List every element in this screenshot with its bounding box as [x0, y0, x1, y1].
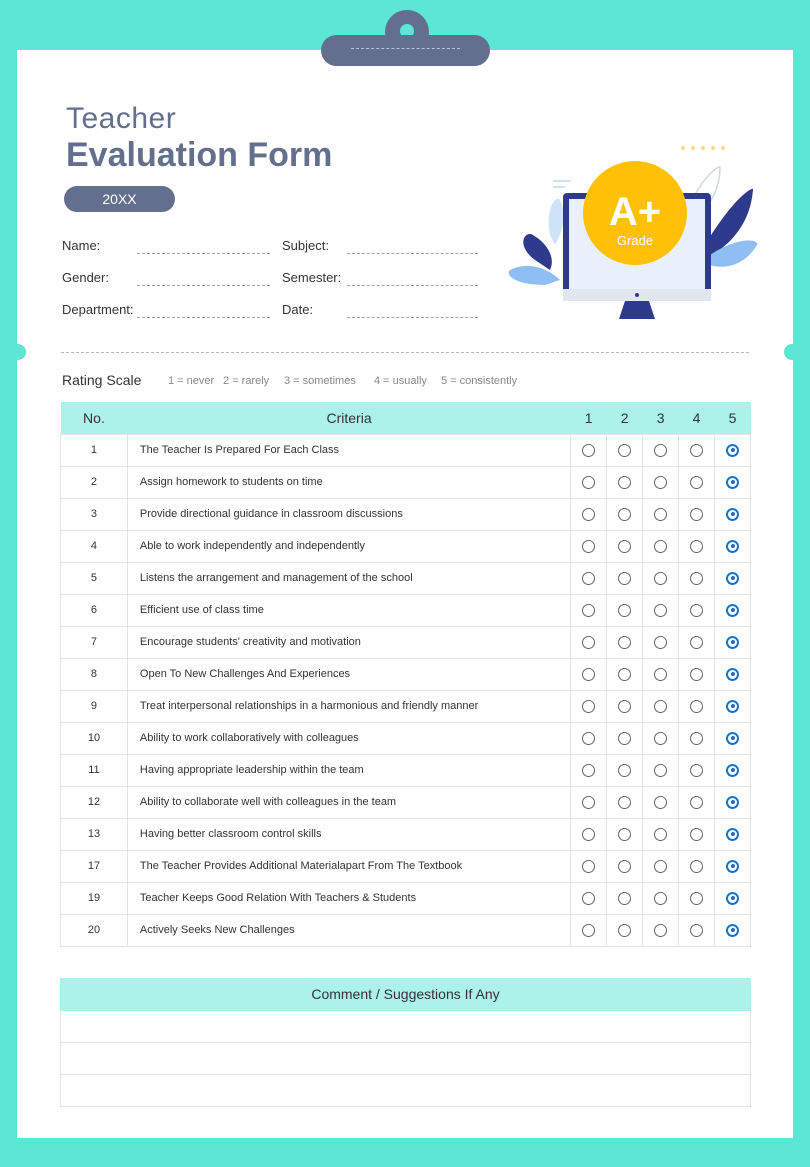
score-cell [607, 914, 643, 946]
score-2-radio[interactable] [618, 924, 631, 937]
semester-label: Semester: [282, 270, 342, 285]
score-1-radio[interactable] [582, 828, 595, 841]
row-criteria: Actively Seeks New Challenges [127, 914, 570, 946]
score-cell [571, 626, 607, 658]
score-cell [571, 690, 607, 722]
score-cell [571, 530, 607, 562]
row-number: 9 [61, 690, 128, 722]
table-row [61, 850, 751, 882]
score-cell [715, 658, 751, 690]
score-cell [715, 722, 751, 754]
table-row [61, 754, 751, 786]
score-cell [679, 594, 715, 626]
row-criteria: The Teacher Is Prepared For Each Class [127, 434, 570, 466]
row-number: 11 [61, 754, 128, 786]
table-row [61, 498, 751, 530]
score-1-radio[interactable] [582, 860, 595, 873]
score-cell [679, 850, 715, 882]
score-cell [571, 818, 607, 850]
header-score-2: 2 [607, 402, 643, 434]
row-number: 4 [61, 530, 128, 562]
score-cell [571, 466, 607, 498]
row-number: 17 [61, 850, 128, 882]
score-3-radio[interactable] [654, 700, 667, 713]
table-header-row [61, 402, 751, 434]
score-1-radio[interactable] [582, 508, 595, 521]
score-cell [571, 914, 607, 946]
score-cell [715, 434, 751, 466]
header-score-1: 1 [571, 402, 607, 434]
score-2-radio[interactable] [618, 860, 631, 873]
score-cell [607, 434, 643, 466]
score-cell [679, 530, 715, 562]
grade-text: A+ [608, 190, 662, 234]
score-cell [643, 786, 679, 818]
header-score-3: 3 [643, 402, 679, 434]
row-criteria: Efficient use of class time [127, 594, 570, 626]
score-cell [679, 498, 715, 530]
score-cell [607, 722, 643, 754]
rating-scale-item: 3 = sometimes [284, 375, 356, 387]
table-row [61, 658, 751, 690]
score-4-radio[interactable] [690, 508, 703, 521]
header-criteria: Criteria [127, 402, 570, 434]
score-cell [715, 850, 751, 882]
table-row [61, 434, 751, 466]
row-criteria: Ability to collaborate well with colleagues in the team [127, 786, 570, 818]
score-5-radio[interactable] [726, 892, 739, 905]
score-1-radio[interactable] [582, 636, 595, 649]
score-5-radio[interactable] [726, 572, 739, 585]
score-2-radio[interactable] [618, 732, 631, 745]
comment-line[interactable] [61, 1043, 750, 1075]
score-2-radio[interactable] [618, 508, 631, 521]
score-cell [715, 786, 751, 818]
score-cell [715, 466, 751, 498]
grade-computer-illustration [505, 135, 765, 325]
row-criteria: Listens the arrangement and management of the school [127, 562, 570, 594]
score-cell [571, 850, 607, 882]
score-2-radio[interactable] [618, 700, 631, 713]
subject-label: Subject: [282, 238, 329, 253]
score-cell [643, 914, 679, 946]
row-number: 2 [61, 466, 128, 498]
score-cell [715, 562, 751, 594]
score-4-radio[interactable] [690, 572, 703, 585]
score-1-radio[interactable] [582, 572, 595, 585]
score-5-radio[interactable] [726, 700, 739, 713]
score-3-radio[interactable] [654, 572, 667, 585]
score-2-radio[interactable] [618, 828, 631, 841]
score-3-radio[interactable] [654, 924, 667, 937]
score-4-radio[interactable] [690, 924, 703, 937]
score-2-radio[interactable] [618, 476, 631, 489]
score-4-radio[interactable] [690, 732, 703, 745]
table-row [61, 818, 751, 850]
header-no: No. [61, 402, 128, 434]
score-5-radio[interactable] [726, 540, 739, 553]
row-criteria: Encourage students' creativity and motivation [127, 626, 570, 658]
row-criteria: The Teacher Provides Additional Materialapart From The Textbook [127, 850, 570, 882]
score-4-radio[interactable] [690, 700, 703, 713]
row-number: 3 [61, 498, 128, 530]
row-number: 5 [61, 562, 128, 594]
score-5-radio[interactable] [726, 636, 739, 649]
score-cell [679, 914, 715, 946]
department-field[interactable] [137, 317, 270, 318]
date-label: Date: [282, 302, 314, 317]
score-cell [643, 562, 679, 594]
score-2-radio[interactable] [618, 892, 631, 905]
section-divider [61, 352, 749, 353]
score-5-radio[interactable] [726, 476, 739, 489]
score-cell [643, 466, 679, 498]
score-cell [571, 434, 607, 466]
gender-field[interactable] [137, 285, 270, 286]
score-cell [607, 786, 643, 818]
score-4-radio[interactable] [690, 892, 703, 905]
score-cell [679, 466, 715, 498]
score-1-radio[interactable] [582, 700, 595, 713]
score-cell [643, 658, 679, 690]
score-cell [715, 882, 751, 914]
score-cell [715, 690, 751, 722]
score-3-radio[interactable] [654, 828, 667, 841]
row-number: 19 [61, 882, 128, 914]
name-label: Name: [62, 238, 101, 253]
department-label: Department: [62, 302, 134, 317]
score-cell [607, 466, 643, 498]
score-cell [643, 498, 679, 530]
score-3-radio[interactable] [654, 732, 667, 745]
score-cell [679, 690, 715, 722]
score-cell [607, 818, 643, 850]
row-criteria: Open To New Challenges And Experiences [127, 658, 570, 690]
score-4-radio[interactable] [690, 476, 703, 489]
score-4-radio[interactable] [690, 636, 703, 649]
row-number: 1 [61, 434, 128, 466]
score-cell [679, 626, 715, 658]
score-cell [643, 434, 679, 466]
score-5-radio[interactable] [726, 604, 739, 617]
score-2-radio[interactable] [618, 444, 631, 457]
score-1-radio[interactable] [582, 476, 595, 489]
score-cell [643, 754, 679, 786]
score-5-radio[interactable] [726, 796, 739, 809]
gender-label: Gender: [62, 270, 109, 285]
row-criteria: Ability to work collaboratively with colleagues [127, 722, 570, 754]
score-4-radio[interactable] [690, 444, 703, 457]
row-number: 13 [61, 818, 128, 850]
score-2-radio[interactable] [618, 572, 631, 585]
score-1-radio[interactable] [582, 604, 595, 617]
score-cell [607, 594, 643, 626]
score-cell [679, 754, 715, 786]
score-5-radio[interactable] [726, 444, 739, 457]
title-line-1: Teacher [66, 102, 177, 135]
rating-scale-item: 1 = never [168, 375, 215, 387]
score-cell [571, 498, 607, 530]
score-cell [607, 498, 643, 530]
score-cell [715, 594, 751, 626]
score-cell [643, 882, 679, 914]
score-4-radio[interactable] [690, 668, 703, 681]
table-row [61, 690, 751, 722]
semester-field[interactable] [347, 285, 478, 286]
row-criteria: Having better classroom control skills [127, 818, 570, 850]
row-criteria: Assign homework to students on time [127, 466, 570, 498]
score-4-radio[interactable] [690, 540, 703, 553]
row-number: 8 [61, 658, 128, 690]
comment-line[interactable] [61, 1075, 750, 1107]
score-cell [715, 754, 751, 786]
date-field[interactable] [347, 317, 478, 318]
score-cell [571, 722, 607, 754]
score-4-radio[interactable] [690, 764, 703, 777]
score-cell [715, 818, 751, 850]
score-3-radio[interactable] [654, 508, 667, 521]
score-3-radio[interactable] [654, 892, 667, 905]
score-cell [715, 626, 751, 658]
score-cell [607, 626, 643, 658]
score-cell [679, 882, 715, 914]
table-row [61, 562, 751, 594]
score-5-radio[interactable] [726, 828, 739, 841]
score-1-radio[interactable] [582, 924, 595, 937]
score-cell [643, 722, 679, 754]
score-3-radio[interactable] [654, 604, 667, 617]
score-1-radio[interactable] [582, 540, 595, 553]
score-cell [571, 882, 607, 914]
score-cell [679, 818, 715, 850]
score-cell [679, 562, 715, 594]
score-5-radio[interactable] [726, 508, 739, 521]
table-row [61, 594, 751, 626]
table-row [61, 786, 751, 818]
comments-title: Comment / Suggestions If Any [60, 978, 751, 1011]
name-field[interactable] [137, 253, 270, 254]
score-4-radio[interactable] [690, 860, 703, 873]
score-2-radio[interactable] [618, 668, 631, 681]
score-5-radio[interactable] [726, 668, 739, 681]
subject-field[interactable] [347, 253, 478, 254]
row-criteria: Able to work independently and independently [127, 530, 570, 562]
clip-bar [321, 35, 490, 66]
score-cell [643, 626, 679, 658]
score-4-radio[interactable] [690, 604, 703, 617]
comments-box[interactable] [60, 1011, 751, 1107]
score-3-radio[interactable] [654, 636, 667, 649]
row-criteria: Treat interpersonal relationships in a harmonious and friendly manner [127, 690, 570, 722]
score-5-radio[interactable] [726, 924, 739, 937]
score-3-radio[interactable] [654, 476, 667, 489]
score-cell [571, 562, 607, 594]
score-1-radio[interactable] [582, 796, 595, 809]
score-cell [607, 882, 643, 914]
score-cell [607, 690, 643, 722]
score-cell [643, 530, 679, 562]
score-cell [643, 818, 679, 850]
score-cell [571, 754, 607, 786]
score-5-radio[interactable] [726, 764, 739, 777]
score-1-radio[interactable] [582, 764, 595, 777]
rating-scale-item: 5 = consistently [441, 375, 518, 387]
score-3-radio[interactable] [654, 444, 667, 457]
row-number: 10 [61, 722, 128, 754]
row-number: 6 [61, 594, 128, 626]
score-3-radio[interactable] [654, 540, 667, 553]
header-score-5: 5 [715, 402, 751, 434]
score-3-radio[interactable] [654, 796, 667, 809]
score-5-radio[interactable] [726, 860, 739, 873]
score-2-radio[interactable] [618, 764, 631, 777]
year-badge: 20XX [64, 186, 175, 212]
score-cell [715, 914, 751, 946]
score-2-radio[interactable] [618, 636, 631, 649]
score-cell [571, 594, 607, 626]
score-cell [607, 658, 643, 690]
title-line-2: Evaluation Form [66, 136, 333, 174]
row-number: 20 [61, 914, 128, 946]
rating-scale-item: 2 = rarely [223, 375, 270, 387]
score-cell [679, 658, 715, 690]
row-number: 12 [61, 786, 128, 818]
score-2-radio[interactable] [618, 540, 631, 553]
score-5-radio[interactable] [726, 732, 739, 745]
score-3-radio[interactable] [654, 764, 667, 777]
score-4-radio[interactable] [690, 828, 703, 841]
score-2-radio[interactable] [618, 796, 631, 809]
criteria-table [60, 402, 751, 947]
score-cell [643, 850, 679, 882]
score-cell [571, 658, 607, 690]
table-row [61, 626, 751, 658]
row-criteria: Having appropriate leadership within the team [127, 754, 570, 786]
score-cell [715, 530, 751, 562]
score-cell [607, 530, 643, 562]
table-row [61, 914, 751, 946]
score-cell [679, 434, 715, 466]
header-score-4: 4 [679, 402, 715, 434]
score-1-radio[interactable] [582, 732, 595, 745]
score-cell [643, 594, 679, 626]
comment-line[interactable] [61, 1011, 750, 1043]
score-cell [715, 498, 751, 530]
score-1-radio[interactable] [582, 892, 595, 905]
row-number: 7 [61, 626, 128, 658]
left-notch [10, 344, 26, 360]
score-2-radio[interactable] [618, 604, 631, 617]
score-cell [607, 850, 643, 882]
score-cell [679, 786, 715, 818]
right-notch [784, 344, 800, 360]
rating-scale-title: Rating Scale [62, 372, 142, 388]
table-row [61, 882, 751, 914]
table-row [61, 466, 751, 498]
score-cell [643, 690, 679, 722]
table-row [61, 530, 751, 562]
row-criteria: Teacher Keeps Good Relation With Teachers & Students [127, 882, 570, 914]
score-1-radio[interactable] [582, 668, 595, 681]
score-1-radio[interactable] [582, 444, 595, 457]
score-cell [571, 786, 607, 818]
row-criteria: Provide directional guidance in classroom discussions [127, 498, 570, 530]
score-cell [607, 562, 643, 594]
score-3-radio[interactable] [654, 668, 667, 681]
rating-scale-item: 4 = usually [374, 375, 427, 387]
table-row [61, 722, 751, 754]
score-4-radio[interactable] [690, 796, 703, 809]
score-cell [607, 754, 643, 786]
score-cell [679, 722, 715, 754]
score-3-radio[interactable] [654, 860, 667, 873]
grade-label: Grade [616, 233, 654, 248]
